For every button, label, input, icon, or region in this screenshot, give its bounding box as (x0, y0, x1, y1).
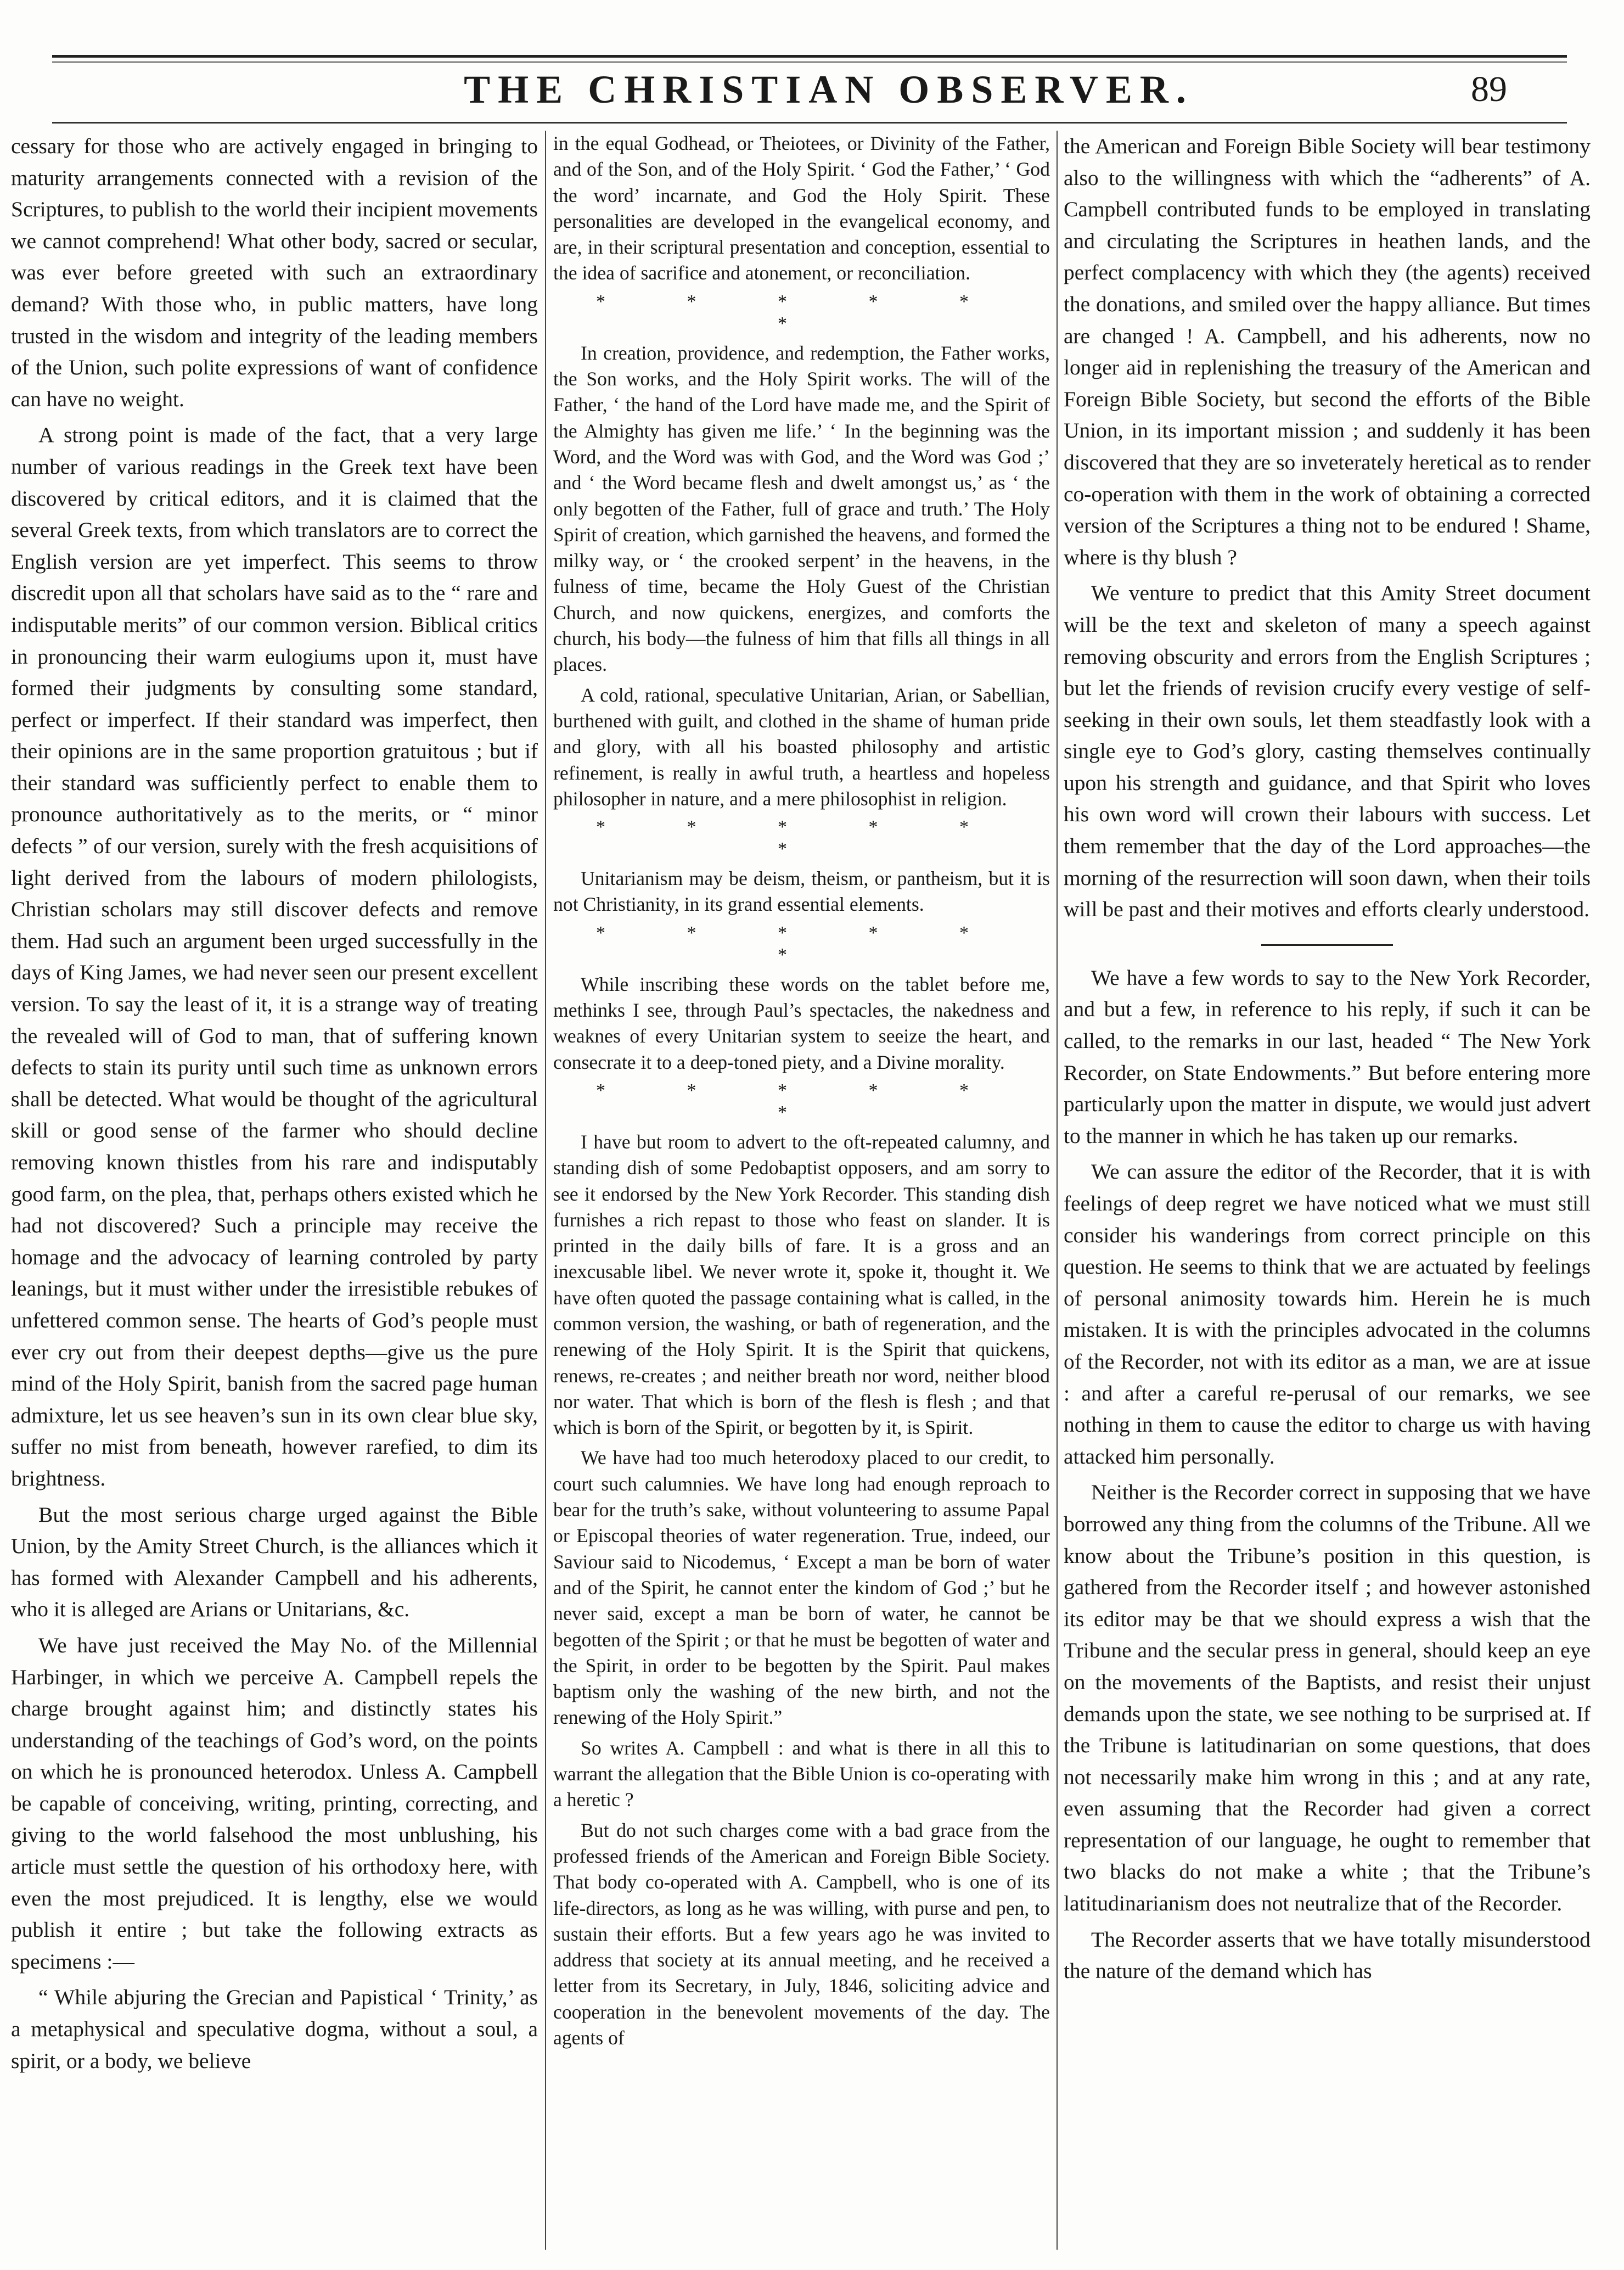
paragraph: But do not such charges come with a bad grace from the professed friends of the American and Foreign Bible Society. That body co-operated with A. Campbell, who is one of its life-directors, as long as he was willing, with purse and pen, to sustain their efforts. But a few years ago he was invited to address that society at its annual meeting, and he received a letter from its Secretary, in July, 1846, soliciting advice and cooperation in the benevolent movements of the day. The agents of (553, 1819, 1050, 2049)
top-rule-thin (52, 61, 1567, 63)
masthead-title: THE CHRISTIAN OBSERVER. (464, 68, 1194, 111)
column-3 (1064, 131, 1591, 2250)
column-2 (553, 131, 1050, 2250)
paragraph: We have had too much heterodoxy placed to our credit, to court such calumnies. We have long had enough reproach to bear for the truth’s sake, without volunteering to assume Papal or Episcopal theories of water regeneration. True, indeed, our Saviour said to Nicodemus, ‘ Except a man be born of water and of the Spirit, he cannot enter the kindom of God ;’ but he never said, except a man be born of water, he cannot be begotten of the Spirit ; or that he must be begotten of water and the Spirit, in order to be begotten by the Spirit. Paul makes baptism only the washing of the new birth, and not the renewing of the Holy Spirit.” (553, 1447, 1050, 1729)
section-stars: * * * * * * (596, 291, 1007, 334)
paragraph: The Recorder asserts that we have totally misunderstood the nature of the demand which has (1064, 1927, 1591, 1983)
paragraph: We have a few words to say to the New York Recorder, and but a few, in reference to his reply, if such it can be called, to the remarks in our last, headed “ The New York Recorder, on State Endowments.” But before entering more particularly upon the matter in dispute, we would just advert to the manner in which he has taken up our remarks. (1064, 965, 1591, 1148)
paragraph: We venture to predict that this Amity Street document will be the text and skeleton of many a speech against removing obscurity and errors from the English Scriptures ; but let the friends of revision crucify every vestige of self-seeking in their own souls, let them steadfastly look with a single eye to God’s glory, casting themselves continually upon his strength and guidance, and that Spirit who loves his own word will crown their labours with success. Let them remember that the day of the Lord approaches—the morning of the resurrection will soon dawn, when their toils will be past and their motives and efforts clearly understood. (1064, 581, 1591, 922)
article-divider (1261, 944, 1393, 946)
section-stars: * * * * * * (596, 817, 1007, 860)
column-divider (545, 131, 546, 2250)
paragraph: Neither is the Recorder correct in supposing that we have borrowed any thing from the columns of the Tribune. All we know about the Tribune’s position in this question, is gathered from the Recorder itself ; and however astonished its editor may be that we should express a wish that the Tribune and the secular press in general, should keep an eye on the movements of the Baptists, and resist their unjust demands upon the state, we see nothing to be surprised at. If the Tribune is latitudinarian on some questions, that does not necessarily make him wrong in this ; and at any rate, even assuming that the Recorder had given a correct representation of our language, he ought to remember that two blacks do not make a white ; that the Tribune’s latitudinarianism does not neutralize that of the Recorder. (1064, 1480, 1591, 1916)
paragraph: While inscribing these words on the tablet before me, methinks I see, through Paul’s spectacles, the nakedness and weaknes of every Unitarian system to seeize the heart, and consecrate it to a deep-toned piety, and a Divine morality. (553, 973, 1050, 1073)
paragraph: In creation, providence, and redemption, the Father works, the Son works, and the Holy Spirit works. The will of the Father, ‘ the hand of the Lord have made me, and the Spirit of the Almighty has given me life.’ ‘ In the beginning was the Word, and the Word was with God, and the Word was God ;’ and ‘ the Word became flesh and dwelt amongst us,’ as ‘ the only begotten of the Father, full of grace and truth.’ The Holy Spirit of creation, which garnished the heavens, and formed the milky way, or ‘ the crooked serpent’ in the heavens, in the fulness of time, became the Holy Guest of the Christian Church, and now quickens, energizes, and comforts the church, his body—the fulness of him that fills all things in all places. (553, 341, 1050, 676)
paragraph: the American and Foreign Bible Society will bear testimony also to the willingness with which the “adherents” of A. Campbell contributed funds to be employed in translating and circulating the Scriptures in heathen lands, and the perfect complacency with which they (the agents) received the donations, and smiled over the happy alliance. But times are changed ! A. Campbell, and his adherents, now no longer aid in replenishing the treasury of the American and Foreign Bible Society, but second the efforts of the Bible Union, in its important mission ; and suddenly it has been discovered that they are so inveterately heretical as to render co-operation with them in the work of obtaining a corrected version of the Scriptures a thing not to be endured ! Shame, where is thy blush ? (1064, 134, 1591, 569)
section-stars: * * * * * * (596, 1080, 1007, 1123)
column-divider (1057, 131, 1058, 2250)
paragraph: So writes A. Campbell : and what is there in all this to warrant the allegation that the Bible Union is co-operating with a heretic ? (553, 1736, 1050, 1811)
paragraph: “ While abjuring the Grecian and Papistical ‘ Trinity,’ as a metaphysical and speculative dogma, without a soul, a spirit, or a body, we believe (11, 1985, 538, 2073)
column-1 (11, 131, 538, 2250)
paragraph: We have just received the May No. of the Millennial Harbinger, in which we perceive A. Campbell repels the charge brought against him; and distinctly states his understanding of the teachings of God’s word, on the points on which he is pronounced heterodox. Unless A. Campbell be capable of conceiving, writing, printing, correcting, and giving to the world falsehood the most unblushing, his article must settle the question of his orthodoxy here, with even the most prejudiced. It is lengthy, else we would publish it entire ; but take the following extracts as specimens :— (11, 1633, 538, 1974)
top-rule (52, 55, 1567, 58)
paragraph: in the equal Godhead, or Theiotees, or Divinity of the Father, and of the Son, and of the Holy Spirit. ‘ God the Father,’ ‘ God the word’ incarnate, and God the Holy Spirit. These personalities are developed in the evangelical economy, and are, in their scriptural presentation and conception, essential to the idea of sacrifice and atonement, or reconciliation. (553, 132, 1050, 284)
paragraph: A strong point is made of the fact, that a very large number of various readings in the Greek text have been discovered by critical editors, and it is claimed that the several Greek texts, from which translators are to correct the English version are yet imperfect. This seems to throw discredit upon all that scholars have said as to the “ rare and indisputable merits” of our common version. Biblical critics in pronouncing their warm eulogiums upon it, must have formed their judgments by consulting some standard, perfect or imperfect. If their standard was imperfect, then their opinions are in the same proportion gratuitous ; but if their standard was sufficiently perfect to enable them to pronounce authoritatively as to the merits, or “ minor defects ” of our version, surely with the fresh acquisitions of light derived from the labours of modern philologists, Christian scholars may still discover defects and remove them. Had such an argument been urged successfully in the days of King James, we had never seen our present excellent version. To say the least of it, it is a strange way of treating the revealed will of God to man, that of suffering known defects to stain its purity until such time as unknown errors shall be detected. What would be thought of the agricultural skill or good sense of the farmer who should decline removing known thistles from his rare and indisputably good farm, on the plea, that, perhaps others existed which he had not discovered? Such a principle may receive the homage and the advocacy of learning controled by party leanings, but it must wither under the irresistible rebukes of unfettered common sense. The hearts of God’s people must ever cry out from their deepest depths—give us the pure mind of the Holy Spirit, banish from the sacred page human admixture, let us see heaven’s sun in its own clear blue sky, suffer no mist from beneath, however rarefied, to dim its brightness. (11, 423, 538, 1490)
paragraph: Unitarianism may be deism, theism, or pantheism, but it is not Christianity, in its grand essential elements. (553, 867, 1050, 916)
header-rule (52, 122, 1567, 124)
paragraph: I have but room to advert to the oft-repeated calumny, and standing dish of some Pedobaptist opposers, and am sorry to see it endorsed by the New York Recorder. This standing dish furnishes a rich repast to those who feast on slander. It is printed in the daily bills of fare. It is a gross and an inexcusable libel. We never wrote it, spoke it, thought it. We have often quoted the passage containing what is called, in the common version, the washing, or bath of regeneration, and the renewing of the Holy Spirit. It is the Spirit that quickens, renews, re-creates ; and neither breath nor word, neither blood nor water. That which is born of the flesh is flesh ; and that which is born of the Spirit, or begotten by it, is Spirit. (553, 1130, 1050, 1439)
section-stars: * * * * * * (596, 922, 1007, 965)
paragraph: But the most serious charge urged against the Bible Union, by the Amity Street Church, is the alliances which it has formed with Alexander Campbell and his adherents, who it is alleged are Arians or Unitarians, &c. (11, 1502, 538, 1622)
page-number: 89 (1471, 69, 1507, 109)
paragraph: cessary for those who are actively engaged in bringing to maturity arrangements connected with a revision of the Scriptures, to publish to the world their incipient movements we cannot comprehend! What other body, sacred or secular, was ever before greeted with such an extraordinary demand? With those who, in public matters, have long trusted in the wisdom and integrity of the leading members of the Union, such polite expressions of want of confidence can have no weight. (11, 134, 538, 411)
paragraph: We can assure the editor of the Recorder, that it is with feelings of deep regret we have noticed what we must still consider his wanderings from correct principle on this question. He seems to think that we are actuated by feelings of personal animosity towards him. Herein he is much mistaken. It is with the principles advocated in the columns of the Recorder, not with its editor as a man, we are at issue : and after a careful re-perusal of our remarks, we see nothing in them to cause the editor to charge us with having attacked him personally. (1064, 1159, 1591, 1469)
paragraph: A cold, rational, speculative Unitarian, Arian, or Sabellian, burthened with guilt, and clothed in the shame of human pride and glory, with all his boasted philosophy and artistic refinement, is really in awful truth, a heartless and hopeless philosopher in nature, and a mere philosophist in religion. (553, 683, 1050, 810)
